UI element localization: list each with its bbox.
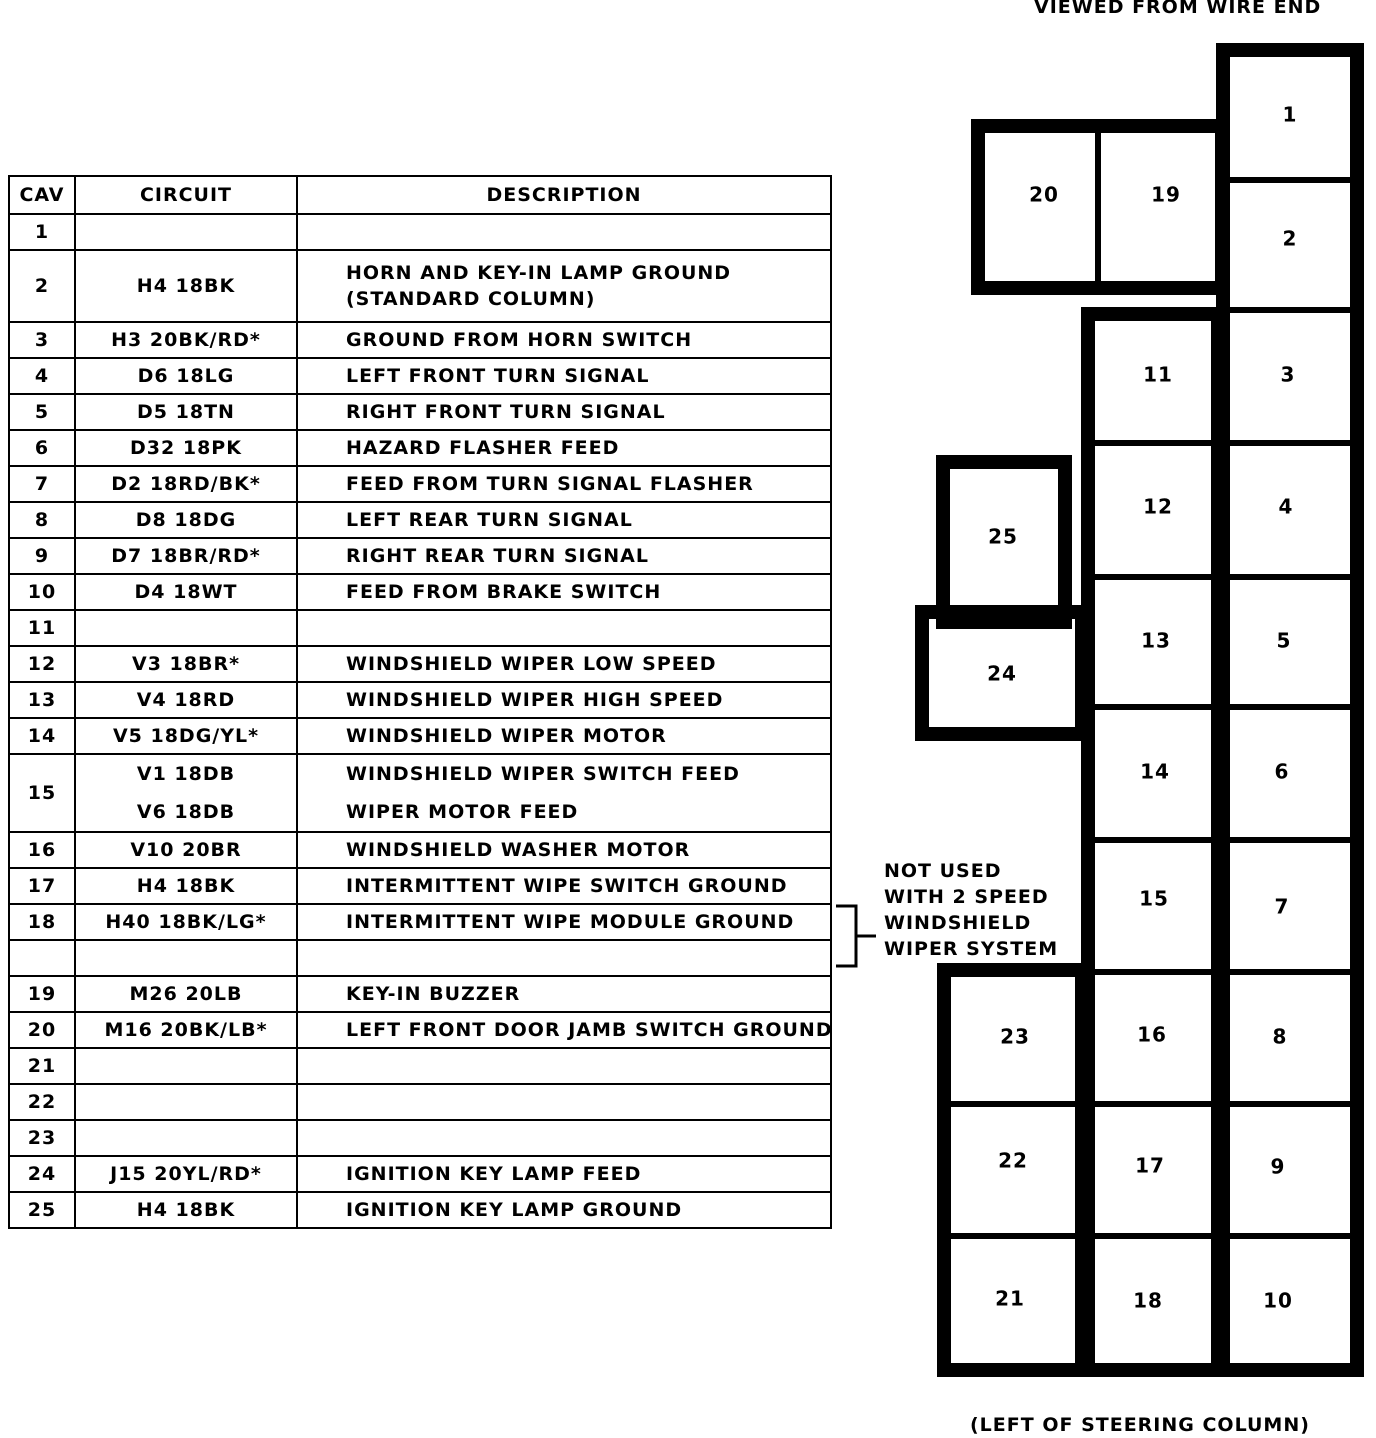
row-cav: 24 [9, 1156, 75, 1192]
row-description: RIGHT REAR TURN SIGNAL [297, 538, 831, 574]
row-description: WINDSHIELD WIPER MOTOR [297, 718, 831, 754]
row-description: WINDSHIELD WIPER LOW SPEED [297, 646, 831, 682]
row-circuit: H4 18BK [75, 1192, 297, 1228]
pin-2: 2 [1282, 226, 1298, 251]
row-description: WINDSHIELD WASHER MOTOR [297, 832, 831, 868]
row-cav: 18 [9, 904, 75, 940]
row-circuit: V4 18RD [75, 682, 297, 718]
row-description: LEFT FRONT DOOR JAMB SWITCH GROUND [297, 1012, 831, 1048]
row-cav: 25 [9, 1192, 75, 1228]
row-description-line: WIPER MOTOR FEED [346, 801, 579, 823]
row-circuit: M26 20LB [75, 976, 297, 1012]
row-description-line: (STANDARD COLUMN) [346, 288, 596, 310]
pin-11: 11 [1143, 362, 1173, 387]
row-description: INTERMITTENT WIPE SWITCH GROUND [297, 868, 831, 904]
pin-18: 18 [1133, 1288, 1163, 1313]
row-cav: 8 [9, 502, 75, 538]
row-description: KEY-IN BUZZER [297, 976, 831, 1012]
pin-19: 19 [1151, 182, 1181, 207]
bracket-note-line: WINDSHIELD [884, 912, 1032, 934]
col-header-description: DESCRIPTION [297, 176, 831, 214]
row-cav: 11 [9, 610, 75, 646]
pin-4: 4 [1278, 494, 1294, 519]
pin-5: 5 [1276, 628, 1292, 653]
row-circuit: D2 18RD/BK* [75, 466, 297, 502]
row-circuit: D5 18TN [75, 394, 297, 430]
pin-10: 10 [1263, 1288, 1293, 1313]
row-cav: 23 [9, 1120, 75, 1156]
row-circuit: D32 18PK [75, 430, 297, 466]
row-cav: 16 [9, 832, 75, 868]
row-description-line: HORN AND KEY-IN LAMP GROUND [346, 262, 732, 284]
col-header-circuit: CIRCUIT [75, 176, 297, 214]
pin-24: 24 [987, 661, 1017, 686]
row-circuit: V10 20BR [75, 832, 297, 868]
row-description: HAZARD FLASHER FEED [297, 430, 831, 466]
row-circuit-line: V6 18DB [136, 801, 236, 823]
row-description: IGNITION KEY LAMP GROUND [297, 1192, 831, 1228]
pin-17: 17 [1135, 1153, 1165, 1178]
bracket-note-line: WITH 2 SPEED [884, 886, 1049, 908]
row-cav: 14 [9, 718, 75, 754]
pin-20: 20 [1029, 182, 1059, 207]
row-circuit: D6 18LG [75, 358, 297, 394]
pin-21: 21 [995, 1286, 1025, 1311]
row-cav: 21 [9, 1048, 75, 1084]
view-note: VIEWED FROM WIRE END [1034, 0, 1322, 18]
row-cav: 7 [9, 466, 75, 502]
row-circuit: H4 18BK [75, 250, 297, 322]
pin-14: 14 [1140, 759, 1170, 784]
pin-25: 25 [988, 524, 1018, 549]
pin-16: 16 [1137, 1022, 1167, 1047]
row-circuit: V5 18DG/YL* [75, 718, 297, 754]
row-description: FEED FROM TURN SIGNAL FLASHER [297, 466, 831, 502]
bracket-note-line: WIPER SYSTEM [884, 938, 1059, 960]
pin-13: 13 [1141, 628, 1171, 653]
row-description: GROUND FROM HORN SWITCH [297, 322, 831, 358]
pin-12: 12 [1143, 494, 1173, 519]
pin-22: 22 [998, 1148, 1028, 1173]
pin-23: 23 [1000, 1024, 1030, 1049]
row-description: FEED FROM BRAKE SWITCH [297, 574, 831, 610]
footer-note: (LEFT OF STEERING COLUMN) [970, 1414, 1310, 1436]
row-circuit: J15 20YL/RD* [75, 1156, 297, 1192]
col-header-cav: CAV [9, 176, 75, 214]
pin-9: 9 [1270, 1154, 1286, 1179]
row-cav: 9 [9, 538, 75, 574]
pin-3: 3 [1280, 362, 1296, 387]
row-cav: 19 [9, 976, 75, 1012]
pin-7: 7 [1274, 894, 1290, 919]
row-cav: 4 [9, 358, 75, 394]
row-cav: 10 [9, 574, 75, 610]
pin-8: 8 [1272, 1024, 1288, 1049]
row-cav: 13 [9, 682, 75, 718]
row-cav: 3 [9, 322, 75, 358]
pin-1: 1 [1282, 102, 1298, 127]
row-description: LEFT FRONT TURN SIGNAL [297, 358, 831, 394]
row-cav: 22 [9, 1084, 75, 1120]
row-circuit: H4 18BK [75, 868, 297, 904]
row-circuit: V3 18BR* [75, 646, 297, 682]
pin-15: 15 [1139, 886, 1169, 911]
pin-6: 6 [1274, 759, 1290, 784]
row-circuit: M16 20BK/LB* [75, 1012, 297, 1048]
row-circuit: H40 18BK/LG* [75, 904, 297, 940]
row-description: INTERMITTENT WIPE MODULE GROUND [297, 904, 831, 940]
row-description: RIGHT FRONT TURN SIGNAL [297, 394, 831, 430]
row-cav: 12 [9, 646, 75, 682]
row-cav: 5 [9, 394, 75, 430]
bracket-note-line: NOT USED [884, 860, 1002, 882]
row-circuit: D4 18WT [75, 574, 297, 610]
row-circuit: D7 18BR/RD* [75, 538, 297, 574]
row-circuit-line: V1 18DB [136, 763, 236, 785]
row-cav: 2 [9, 250, 75, 322]
row-description: IGNITION KEY LAMP FEED [297, 1156, 831, 1192]
row-circuit: D8 18DG [75, 502, 297, 538]
row-circuit: H3 20BK/RD* [75, 322, 297, 358]
row-description: LEFT REAR TURN SIGNAL [297, 502, 831, 538]
row-description-line: WINDSHIELD WIPER SWITCH FEED [346, 763, 740, 785]
row-cav: 15 [9, 754, 75, 832]
row-cav: 1 [9, 214, 75, 250]
row-description: WINDSHIELD WIPER HIGH SPEED [297, 682, 831, 718]
row-cav: 20 [9, 1012, 75, 1048]
row-cav: 17 [9, 868, 75, 904]
row-cav: 6 [9, 430, 75, 466]
